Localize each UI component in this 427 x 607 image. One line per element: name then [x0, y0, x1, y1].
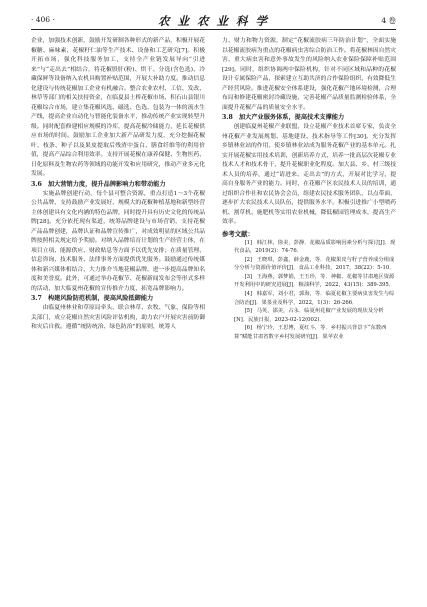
reference-number: [2]: [244, 256, 253, 263]
body-paragraph: 力、财力和物力资源，制定“花椒流胶病三年防治计划”，全面实施以花椒流胶病为重点的花椒病虫害综合防治工作。将花椒林因自然灾害、重大病虫害和意外事故发生的风险纳入农业保险保障补贴范围[29]。同时，组织协调两中保险机构，针对不同区域和品种的花椒设计专属保险产品，探索建立互助共济的合作保险组织，有效降低生产经营风险。推进花椒安全体系建设，强化花椒产地环境检测，合理布局和修建花椒密封冷藏设施，完善花椒产品质量监测检验体系，全面提升花椒产品的质量安全水平。: [222, 38, 396, 111]
page-number: · 406 ·: [31, 15, 55, 24]
reference-item: [222, 324, 396, 341]
reference-item: [222, 290, 396, 307]
reference-item: [222, 307, 396, 324]
reference-number: [6]: [244, 325, 253, 332]
body-paragraph: 企业，加强技术创新，鼓励开发研制各种形式的新产品，积极开展花椒糖、麻味素、花椒籽仁油等生产技术、设备和工艺研究[7]。积极开拓市场，强化科技服务加工，支持全产业链发展导向“引进来”与“走出去”相结合，将花椒股肝(粉)、烘干、分选(含色选)、冷藏保鲜等设备纳入农机具购置补贴范围，开展大补助力度。推动信息化建设与传统花椒加工企业有机融合。整合农业农村、工信、发改、林草等部门的相关扶持资金，在临夏县土桥花椒市场、积石山县银川花椒综合市场，建立集花椒风选、磁选、色选、包装为一体的流水生产线，提高企业自动化与智能化装备水平，推动传统产业实现转型升级。同时配套修建相应规模的冷库，提高花椒冷储能力，延长花椒供应市场的时间。鼓励加工企业加大新产品研发力度，充分挖掘花椒叶、枝条、种子以及果皮提取后残渣中蛋白、膳食纤维等的利用价值，提高产品综合利用效率。支持开展花椒在康养保健、生物医药、日化原料及生物农药等领域的功能开发和应用研究，推动产业多元化发展。: [31, 38, 205, 177]
reference-item: [222, 239, 396, 256]
reference-number: [1]: [244, 239, 253, 246]
reference-number: [3]: [244, 273, 253, 280]
body-paragraph: 创建临夏州花椒产业联盟，设立花椒产业技术首席专家，负责全州花椒产业发展规划、基地建设、技术指导等工作[30]。充分发挥乡镇林业站的作用，使乡镇林业站成为服务花椒产业的基本单元。扎实开展花椒实用技术培训，创新培养方式，培养一批高层次花椒专业技术人才和技术骨干，提升花椒职业化程度。加大县、乡、村三级技术人员的培养，通过“请进来、走出去”的方式，开展对比学习，提高自身服务产业的能力。同时，在花椒产区农民技术人员的培训，通过组织合作社和农民协会会员，组建农民技术服务团队，以点带面，逐步扩大农民技术人员队伍，提供服务水平。积极引进推广小型喷药机、割草机、施肥机等实用农业机械，降低椒园管理成本，提高生产效率。: [222, 124, 396, 225]
section-heading-3-6: 3.6 加大营销力度，提升品牌影响力和带动能力: [31, 180, 166, 188]
section-heading-3-8: 3.8 加大产业服务体系，提高技术支撑能力: [222, 114, 345, 121]
body-paragraph: 由临夏州林业和草原局牵头，联合林草、农牧、气象、保险等相关部门，成立花椒自然灾害风险评估机构，助力农户开展灾害前防御和灾后自救。遵循“统防统治、绿色防治”的原则，统筹人: [31, 305, 205, 330]
header-rule: [31, 29, 396, 30]
reference-number: [4]: [244, 291, 253, 298]
reference-text: 韩嘉军，刘小君，郭海，等．临夏花椒主要病虫害发生与综合防治[J]．果茶业及科学，2022，1(3)：26-266．: [234, 291, 395, 306]
reference-list: [222, 239, 396, 342]
right-column: [222, 37, 396, 589]
reference-number: [5]: [244, 308, 253, 315]
running-header: [31, 13, 396, 31]
left-column: [31, 37, 205, 589]
reference-text: 马英，邵美，占永．临夏州花椒产业发展的现状及分析[N]．民族日报，2023-02-12(002)．: [234, 308, 384, 323]
volume-label: 4 卷: [381, 16, 396, 25]
reference-text: 韩江林，徐美，彭静．花椒品质影响因素分析与探讨[J]．现代食品，2019(2)：74-76．: [234, 239, 396, 255]
journal-title: 农 业 农 业 科 学: [157, 14, 270, 28]
section-heading-3-7: 3.7 构建风险防范机制，提高风险抵御能力: [31, 295, 154, 302]
reference-text: 王海燕，郭梦娟，王玉珍，等．神椒、花椒等甘肃地区资源开发利用中的研究进展[J]．粮油科学，2022，43(15)：389-395．: [234, 273, 395, 289]
body-paragraph: 实施品牌创建行动，每个县可整合资源，重点打造1～3个花椒公共品牌，支持鼓励产业发展好、规模大的花椒种植基地和新型经营主体创建具有文化内涵的特色品牌，同时提升具有历史文化的传统品牌[28]。充分依托现有渠道，统筹品牌建设与市场营销，支持花椒产品品牌创建，品牌认证和品牌宣传推广，对成效明显的区域公共品牌按照相关规定给予奖励。对纳入品牌培育计划的生产经营主体，在项目立项、能源供应、财政贴息等方面予以优先安排；在质量管理、信息咨询、技术服务、法律事务方面提供优先服务。鼓励通过传统媒体和新兴媒体相结合，大力推介当地花椒品牌，进一步提高品牌知名度和美誉度。此外，可通过举办花椒节、花椒新闻发布会等形式多样的活动，加大临夏州花椒的宣传推介力度，拓宽品牌影响力。: [31, 190, 205, 292]
references-heading: 参考文献：: [222, 229, 254, 238]
reference-text: 杨宁玲，王思博，夏红斗，等．乡村振兴背景下“东数西算”赋能甘肃省数字乡村发展研究[J]．果苹农业: [234, 325, 387, 341]
reference-item: [222, 273, 396, 290]
reference-item: [222, 256, 396, 273]
reference-text: 王晓琪，彭鑫，薛金鹿，等．花椒果皮与籽子营养成分组成分分析与资源价值评价[J]．食品工业科技，2017，38(22)：5-10．: [234, 256, 395, 272]
